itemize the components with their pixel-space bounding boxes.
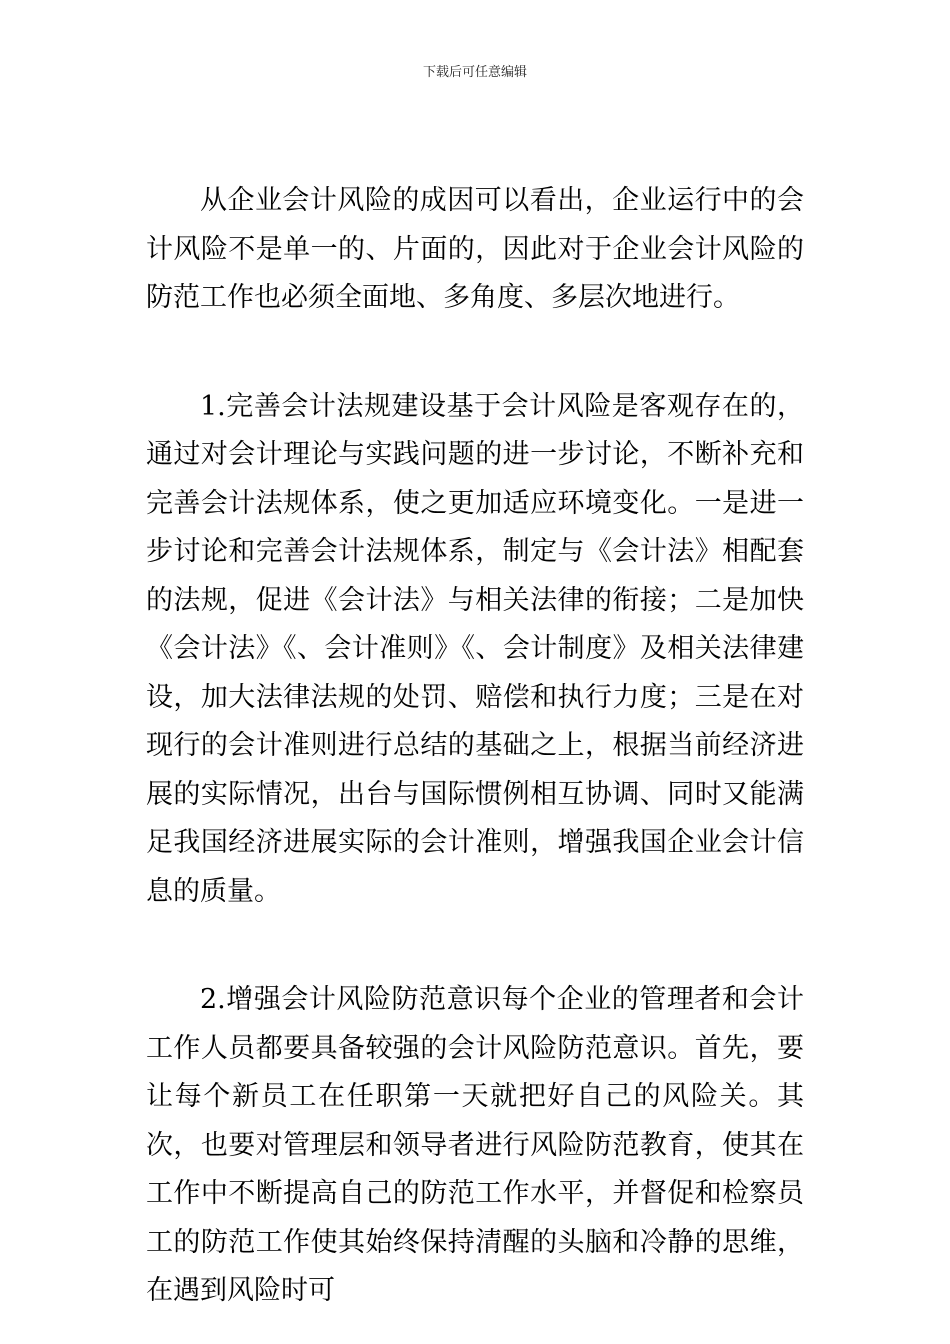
paragraph-gap <box>146 323 804 383</box>
document-body <box>146 177 804 1316</box>
paragraph-gap <box>146 916 804 976</box>
paragraph-2: 2.增强会计风险防范意识每个企业的管理者和会计工作人员都要具备较强的会计风险防范意识。首先，要让每个新员工在任职第一天就把好自己的风险关。其次，也要对管理层和领导者进行风险防范教育，使其在工作中不断提高自己的防范工作水平，并督促和检察员工的防范工作使其始终保持清醒的头脑和冷静的思维，在遇到风险时可 <box>146 984 804 1306</box>
paragraph-1: 1.完善会计法规建设基于会计风险是客观存在的，通过对会计理论与实践问题的进一步讨论，不断补充和完善会计法规体系，使之更加适应环境变化。一是进一步讨论和完善会计法规体系，制定与《会计法》相配套的法规，促进《会计法》与相关法律的衔接；二是加快《会计法》《、会计准则》《、会计制度》及相关法律建设，加大法律法规的处罚、赔偿和执行力度；三是在对现行的会计准则进行总结的基础之上，根据当前经济进展的实际情况，出台与国际惯例相互协调、同时又能满足我国经济进展实际的会计准则，增强我国企业会计信息的质量。 <box>146 390 804 907</box>
paragraph-intro: 从企业会计风险的成因可以看出，企业运行中的会计风险不是单一的、片面的，因此对于企业会计风险的防范工作也必须全面地、多角度、多层次地进行。 <box>146 185 804 313</box>
page-header: 下载后可任意编辑 <box>422 65 527 80</box>
